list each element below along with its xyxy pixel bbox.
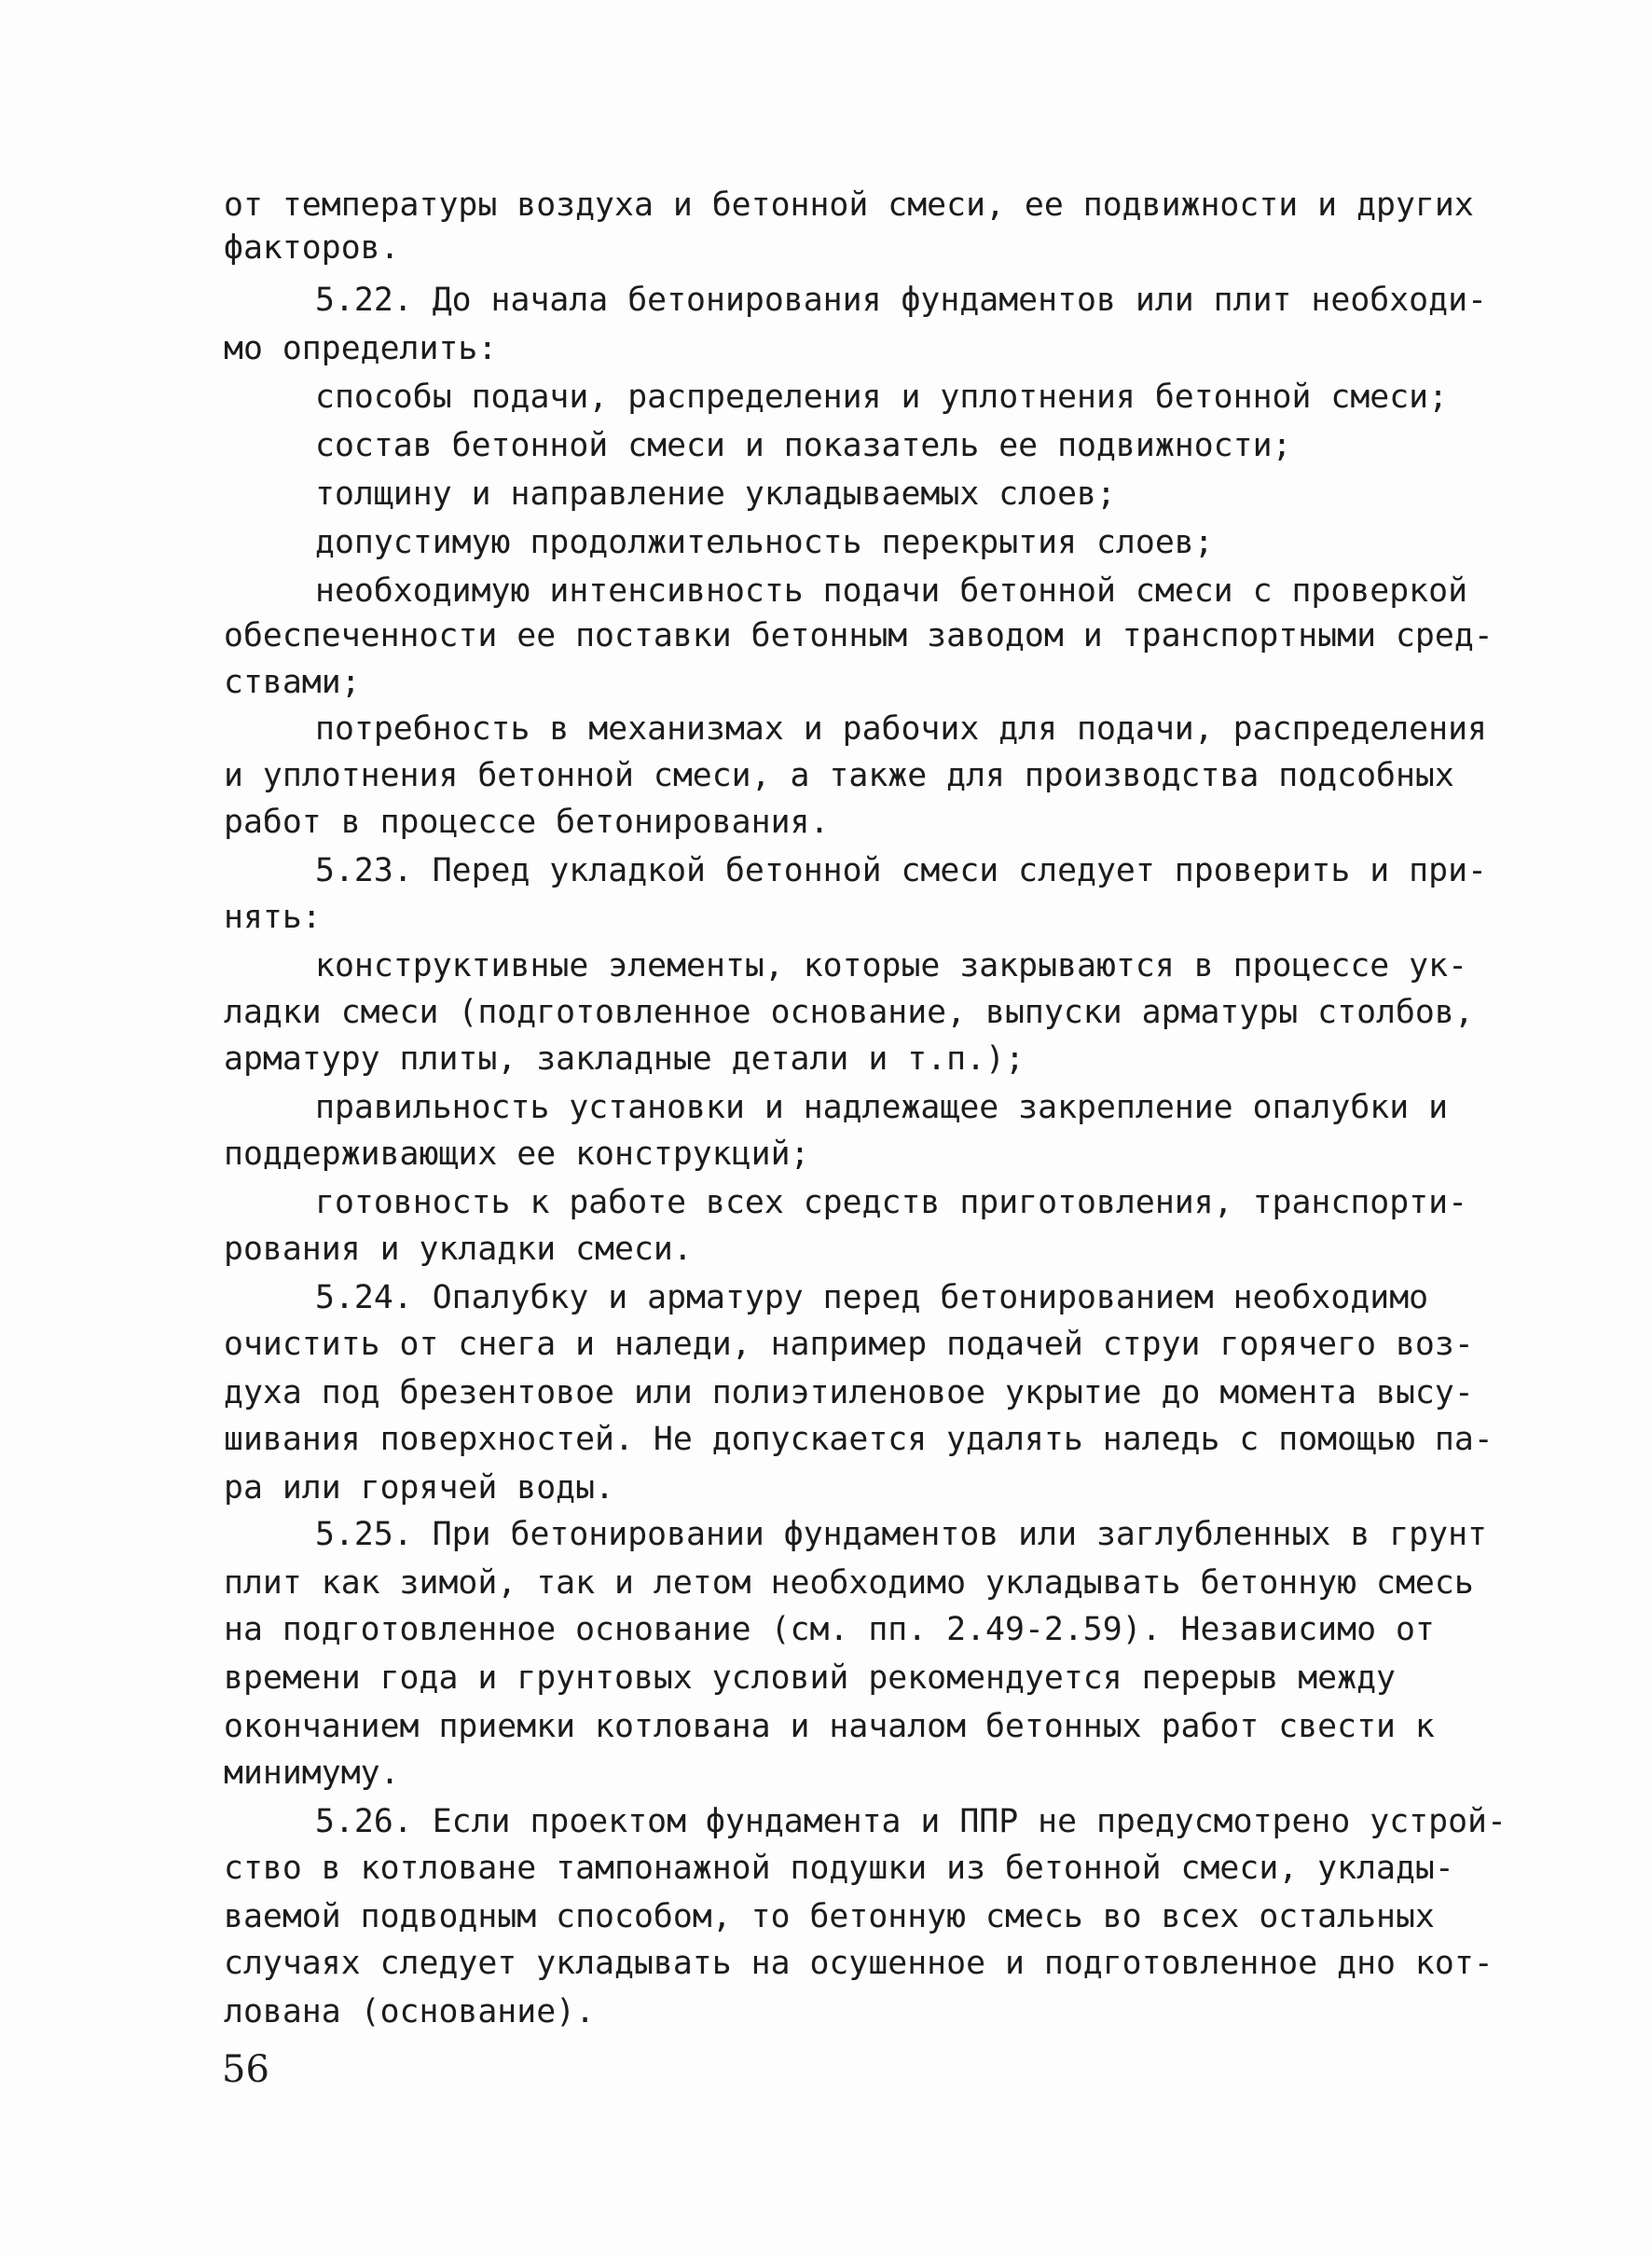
- text-line: правильность установки и надлежащее закрепление опалубки и: [315, 1089, 1449, 1126]
- text-line: времени года и грунтовых условий рекомендуется перерыв между: [224, 1659, 1396, 1697]
- text-line: ство в котловане тампонажной подушки из бетонной смеси, уклады-: [224, 1850, 1454, 1887]
- text-line: потребность в механизмах и рабочих для подачи, распределения: [315, 710, 1487, 748]
- text-line: 5.23. Перед укладкой бетонной смеси следует проверить и при-: [315, 852, 1487, 889]
- text-line: случаях следует укладывать на осушенное и подготовленное дно кот-: [224, 1945, 1494, 1982]
- text-line: духа под брезентовое или полиэтиленовое укрытие до момента высу-: [224, 1374, 1474, 1411]
- text-line: конструктивные элементы, которые закрываются в процессе ук-: [315, 947, 1468, 984]
- text-line: ладки смеси (подготовленное основание, выпуски арматуры столбов,: [224, 994, 1474, 1031]
- text-line: работ в процессе бетонирования.: [224, 804, 830, 841]
- text-line: способы подачи, распределения и уплотнения бетонной смеси;: [315, 378, 1449, 416]
- text-line: 5.25. При бетонировании фундаментов или заглубленных в грунт: [315, 1516, 1487, 1553]
- text-line: от температуры воздуха и бетонной смеси, ее подвижности и других: [224, 186, 1474, 224]
- text-line: плит как зимой, так и летом необходимо укладывать бетонную смесь: [224, 1564, 1474, 1602]
- text-line: обеспеченности ее поставки бетонным заводом и транспортными сред-: [224, 617, 1494, 654]
- text-line: толщину и направление укладываемых слоев;: [315, 475, 1116, 513]
- text-line: на подготовленное основание (см. пп. 2.49-2.59). Независимо от: [224, 1611, 1435, 1648]
- text-line: лована (основание).: [224, 1993, 596, 2030]
- page-number: 56: [222, 2048, 269, 2091]
- text-line: ствами;: [224, 664, 361, 701]
- text-line: ра или горячей воды.: [224, 1469, 614, 1507]
- text-line: готовность к работе всех средств приготовления, транспорти-: [315, 1184, 1468, 1221]
- text-line: состав бетонной смеси и показатель ее подвижности;: [315, 427, 1292, 464]
- text-line: мо определить:: [224, 330, 498, 367]
- text-line: допустимую продолжительность перекрытия слоев;: [315, 524, 1214, 561]
- text-line: и уплотнения бетонной смеси, а также для производства подсобных: [224, 757, 1454, 794]
- text-line: минимуму.: [224, 1755, 400, 1792]
- text-line: факторов.: [224, 229, 400, 267]
- text-line: очистить от снега и наледи, например подачей струи горячего воз-: [224, 1326, 1474, 1363]
- text-line: 5.24. Опалубку и арматуру перед бетонированием необходимо: [315, 1279, 1429, 1316]
- text-line: окончанием приемки котлована и началом бетонных работ свести к: [224, 1708, 1435, 1745]
- text-line: ваемой подводным способом, то бетонную смесь во всех остальных: [224, 1898, 1435, 1935]
- text-line: шивания поверхностей. Не допускается удалять наледь с помощью па-: [224, 1421, 1494, 1458]
- text-line: нять:: [224, 899, 322, 936]
- text-line: необходимую интенсивность подачи бетонной смеси с проверкой: [315, 572, 1468, 610]
- text-line: поддерживающих ее конструкций;: [224, 1135, 810, 1173]
- text-line: 5.22. До начала бетонирования фундаментов или плит необходи-: [315, 282, 1487, 319]
- text-line: 5.26. Если проектом фундамента и ППР не предусмотрено устрой-: [315, 1803, 1507, 1840]
- text-line: рования и укладки смеси.: [224, 1231, 693, 1268]
- text-line: арматуру плиты, закладные детали и т.п.);: [224, 1040, 1025, 1078]
